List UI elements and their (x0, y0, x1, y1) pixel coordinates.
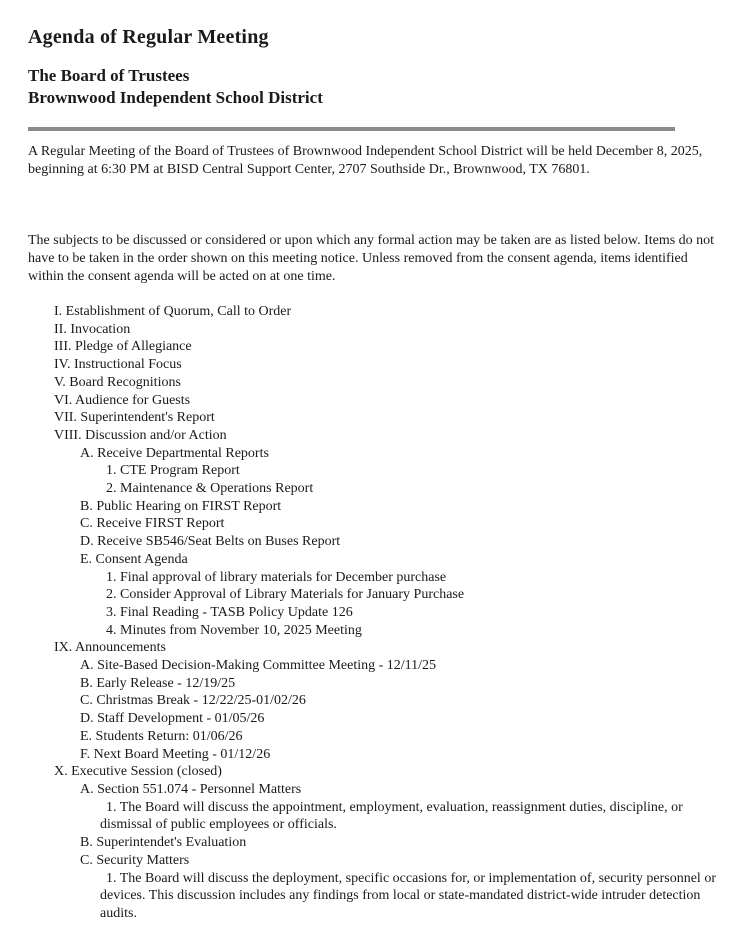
agenda-item: 1. Final approval of library materials for December purchase (106, 569, 447, 585)
agenda-item: 4. Minutes from November 10, 2025 Meeting (106, 622, 362, 638)
agenda-item: A. Receive Departmental Reports (80, 445, 269, 461)
agenda-item: IV. Instructional Focus (54, 357, 182, 373)
agenda-item: B. Superintendet's Evaluation (80, 835, 247, 851)
agenda-item: VII. Superintendent's Report (54, 410, 215, 426)
agenda-item: 2. Maintenance & Operations Report (106, 481, 314, 497)
agenda-list (28, 303, 728, 923)
agenda-item: II. Invocation (54, 321, 131, 337)
agenda-item: VI. Audience for Guests (54, 392, 191, 408)
agenda-item: I. Establishment of Quorum, Call to Order (54, 304, 292, 319)
org-board-line: The Board of Trustees (28, 66, 190, 85)
section-divider (28, 127, 675, 131)
agenda-item: 2. Consider Approval of Library Materials for January Purchase (106, 587, 465, 603)
agenda-item: B. Public Hearing on FIRST Report (80, 498, 282, 514)
consent-agenda-notice-paragraph: The subjects to be discussed or considered or upon which any formal action may be taken are as listed below. Items do not have to be taken in the order shown on this meeting notice. Unless removed from the consent agenda, items identified within the consent agenda will be acted on at one time. (28, 233, 715, 284)
agenda-item: C. Christmas Break - 12/22/25-01/02/26 (80, 693, 306, 709)
agenda-item: X. Executive Session (closed) (54, 764, 222, 780)
agenda-item: 3. Final Reading - TASB Policy Update 126 (106, 604, 353, 620)
meeting-details-paragraph: A Regular Meeting of the Board of Trustees of Brownwood Independent School District will be held December 8, 2025, beginning at 6:30 PM at BISD Central Support Center, 2707 Southside Dr., Brownwood, TX 76801. (28, 144, 703, 177)
agenda-item: D. Receive SB546/Seat Belts on Buses Report (80, 534, 341, 550)
agenda-item: 1. CTE Program Report (106, 463, 240, 479)
organization-block (28, 65, 728, 109)
agenda-item: E. Consent Agenda (80, 551, 188, 567)
agenda-item: III. Pledge of Allegiance (54, 339, 192, 355)
agenda-item: IX. Announcements (54, 640, 166, 656)
agenda-item: D. Staff Development - 01/05/26 (80, 711, 265, 727)
agenda-item: 1. The Board will discuss the deployment, specific occasions for, or implementation of, security personnel or devices. This discussion includes any findings from local or state-mandated district-wide intruder detection audits. (100, 870, 716, 921)
agenda-item: A. Site-Based Decision-Making Committee Meeting - 12/11/25 (80, 658, 437, 674)
agenda-item: C. Security Matters (80, 852, 190, 868)
agenda-item: B. Early Release - 12/19/25 (80, 675, 236, 691)
agenda-item: F. Next Board Meeting - 01/12/26 (80, 746, 271, 762)
agenda-item: A. Section 551.074 - Personnel Matters (80, 781, 302, 797)
page-title: Agenda of Regular Meeting (28, 26, 269, 48)
agenda-item: VIII. Discussion and/or Action (54, 427, 227, 443)
agenda-item: E. Students Return: 01/06/26 (80, 728, 243, 744)
org-district-line: Brownwood Independent School District (28, 88, 323, 107)
agenda-item: C. Receive FIRST Report (80, 516, 225, 532)
agenda-item: 1. The Board will discuss the appointment, employment, evaluation, reassignment duties, discipline, or dismissal of public employees or officials. (100, 799, 683, 833)
agenda-item: V. Board Recognitions (54, 374, 181, 390)
